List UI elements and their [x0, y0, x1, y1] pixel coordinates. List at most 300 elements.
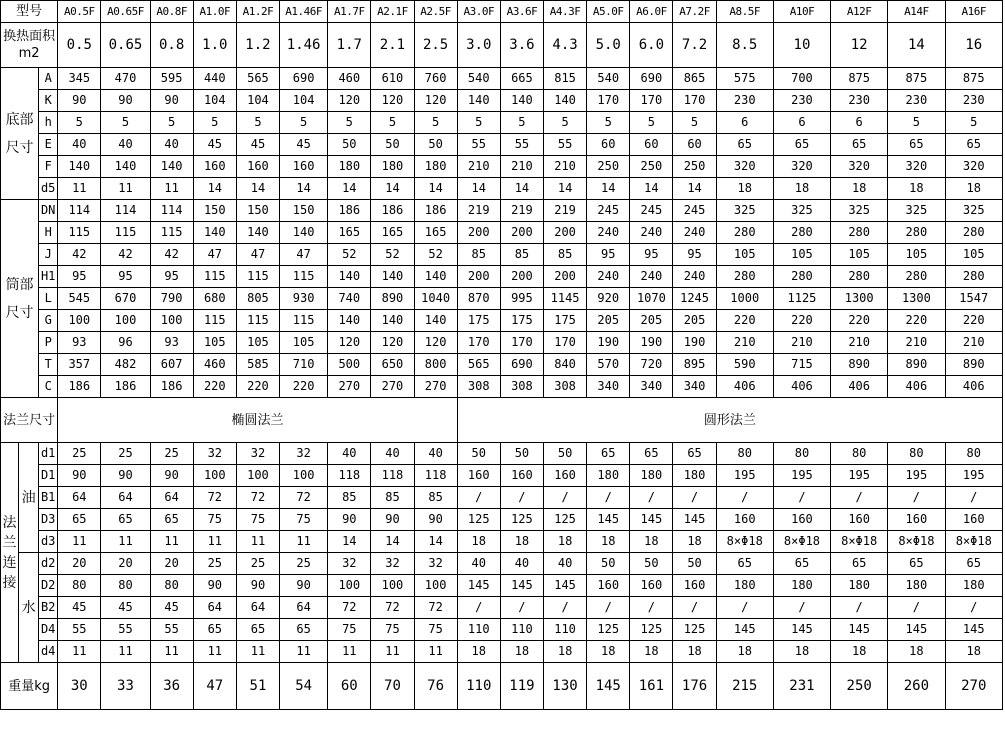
value-cell: 55 [457, 134, 500, 156]
value-cell: 75 [414, 619, 457, 641]
area-value: 16 [945, 23, 1003, 68]
value-cell: 170 [630, 90, 673, 112]
value-cell: 320 [945, 156, 1003, 178]
model-name: A4.3F [544, 1, 587, 23]
bottom-row [1, 178, 1003, 200]
value-cell: 40 [414, 443, 457, 465]
value-cell: 1245 [673, 288, 716, 310]
model-name: A5.0F [587, 1, 630, 23]
value-cell: 42 [58, 244, 101, 266]
value-cell: 45 [58, 597, 101, 619]
value-cell: 14 [371, 531, 414, 553]
value-cell: 50 [457, 443, 500, 465]
shell-row [1, 244, 1003, 266]
value-cell: 210 [716, 332, 773, 354]
value-cell: 65 [150, 509, 193, 531]
value-cell: 186 [150, 376, 193, 398]
value-cell: 65 [773, 553, 830, 575]
value-cell: 200 [457, 266, 500, 288]
value-cell: / [831, 487, 888, 509]
value-cell: 140 [371, 310, 414, 332]
value-cell: 120 [371, 332, 414, 354]
value-cell: 186 [101, 376, 150, 398]
area-value: 2.5 [414, 23, 457, 68]
value-cell: 64 [236, 597, 279, 619]
value-cell: 570 [587, 354, 630, 376]
value-cell: 357 [58, 354, 101, 376]
row-key: B1 [39, 487, 58, 509]
value-cell: 280 [716, 222, 773, 244]
value-cell: 105 [831, 244, 888, 266]
value-cell: 90 [58, 465, 101, 487]
value-cell: 200 [544, 266, 587, 288]
value-cell: 175 [457, 310, 500, 332]
value-cell: 18 [773, 178, 830, 200]
value-cell: 45 [280, 134, 328, 156]
value-cell: 5 [630, 112, 673, 134]
value-cell: 320 [773, 156, 830, 178]
value-cell: 220 [773, 310, 830, 332]
weight-value: 250 [831, 663, 888, 710]
value-cell: 14 [500, 178, 543, 200]
value-cell: 1125 [773, 288, 830, 310]
weight-value: 270 [945, 663, 1003, 710]
value-cell: 165 [371, 222, 414, 244]
row-key: L [39, 288, 58, 310]
value-cell: 219 [544, 200, 587, 222]
value-cell: 6 [773, 112, 830, 134]
value-cell: / [457, 597, 500, 619]
model-name: A3.6F [500, 1, 543, 23]
value-cell: 90 [236, 575, 279, 597]
value-cell: 125 [500, 509, 543, 531]
value-cell: 680 [193, 288, 236, 310]
value-cell: 650 [371, 354, 414, 376]
value-cell: 118 [328, 465, 371, 487]
value-cell: 145 [945, 619, 1003, 641]
value-cell: 565 [457, 354, 500, 376]
section-flange-connection: 法兰连接 [1, 443, 19, 663]
value-cell: 120 [371, 90, 414, 112]
value-cell: 110 [457, 619, 500, 641]
value-cell: / [457, 487, 500, 509]
value-cell: 65 [831, 553, 888, 575]
value-cell: 270 [371, 376, 414, 398]
value-cell: 60 [630, 134, 673, 156]
value-cell: 165 [414, 222, 457, 244]
value-cell: 8×Φ18 [888, 531, 945, 553]
value-cell: 64 [280, 597, 328, 619]
bottom-row [1, 68, 1003, 90]
value-cell: 340 [673, 376, 716, 398]
value-cell: 80 [773, 443, 830, 465]
value-cell: 100 [58, 310, 101, 332]
value-cell: 11 [328, 641, 371, 663]
value-cell: 5 [193, 112, 236, 134]
area-value: 12 [831, 23, 888, 68]
weight-value: 215 [716, 663, 773, 710]
value-cell: 18 [673, 641, 716, 663]
value-cell: 205 [673, 310, 716, 332]
value-cell: 115 [280, 266, 328, 288]
value-cell: 180 [773, 575, 830, 597]
value-cell: 20 [101, 553, 150, 575]
value-cell: 482 [101, 354, 150, 376]
value-cell: 1300 [888, 288, 945, 310]
weight-value: 76 [414, 663, 457, 710]
value-cell: 125 [544, 509, 587, 531]
value-cell: 720 [630, 354, 673, 376]
weight-value: 260 [888, 663, 945, 710]
value-cell: 186 [328, 200, 371, 222]
value-cell: 665 [500, 68, 543, 90]
value-cell: 870 [457, 288, 500, 310]
value-cell: 160 [236, 156, 279, 178]
value-cell: 18 [457, 531, 500, 553]
value-cell: 805 [236, 288, 279, 310]
value-cell: 995 [500, 288, 543, 310]
value-cell: 11 [101, 531, 150, 553]
value-cell: 11 [101, 178, 150, 200]
value-cell: 210 [457, 156, 500, 178]
model-name: A8.5F [716, 1, 773, 23]
value-cell: 90 [414, 509, 457, 531]
shell-row [1, 222, 1003, 244]
value-cell: 32 [371, 553, 414, 575]
value-cell: 75 [328, 619, 371, 641]
value-cell: 96 [101, 332, 150, 354]
value-cell: 65 [945, 134, 1003, 156]
value-cell: 65 [236, 619, 279, 641]
value-cell: 5 [888, 112, 945, 134]
value-cell: 145 [544, 575, 587, 597]
value-cell: 125 [457, 509, 500, 531]
value-cell: 195 [888, 465, 945, 487]
model-name: A3.0F [457, 1, 500, 23]
value-cell: 110 [500, 619, 543, 641]
value-cell: 205 [630, 310, 673, 332]
value-cell: 95 [58, 266, 101, 288]
row-key: d5 [39, 178, 58, 200]
value-cell: 64 [58, 487, 101, 509]
value-cell: 180 [716, 575, 773, 597]
value-cell: 5 [371, 112, 414, 134]
value-cell: 160 [888, 509, 945, 531]
value-cell: 1040 [414, 288, 457, 310]
value-cell: 14 [673, 178, 716, 200]
value-cell: / [888, 487, 945, 509]
area-value: 0.8 [150, 23, 193, 68]
weight-value: 231 [773, 663, 830, 710]
weight-value: 110 [457, 663, 500, 710]
model-label: 型号 [1, 1, 58, 23]
value-cell: 200 [457, 222, 500, 244]
value-cell: 440 [193, 68, 236, 90]
value-cell: 210 [773, 332, 830, 354]
value-cell: 50 [500, 443, 543, 465]
value-cell: 308 [457, 376, 500, 398]
value-cell: 590 [716, 354, 773, 376]
value-cell: 40 [500, 553, 543, 575]
value-cell: 72 [371, 597, 414, 619]
shell-row [1, 200, 1003, 222]
value-cell: 90 [371, 509, 414, 531]
area-value: 4.3 [544, 23, 587, 68]
value-cell: 40 [544, 553, 587, 575]
value-cell: 90 [150, 90, 193, 112]
value-cell: 180 [831, 575, 888, 597]
value-cell: 65 [673, 443, 716, 465]
value-cell: 230 [831, 90, 888, 112]
value-cell: 585 [236, 354, 279, 376]
weight-value: 145 [587, 663, 630, 710]
value-cell: 230 [888, 90, 945, 112]
value-cell: 115 [193, 266, 236, 288]
value-cell: 20 [150, 553, 193, 575]
value-cell: 160 [945, 509, 1003, 531]
value-cell: 104 [193, 90, 236, 112]
value-cell: 65 [193, 619, 236, 641]
value-cell: 145 [587, 509, 630, 531]
value-cell: 5 [101, 112, 150, 134]
value-cell: 85 [328, 487, 371, 509]
value-cell: 140 [193, 222, 236, 244]
value-cell: / [831, 597, 888, 619]
value-cell: 219 [457, 200, 500, 222]
value-cell: 160 [457, 465, 500, 487]
value-cell: 8×Φ18 [945, 531, 1003, 553]
value-cell: 42 [150, 244, 193, 266]
value-cell: 740 [328, 288, 371, 310]
value-cell: 180 [414, 156, 457, 178]
value-cell: 65 [888, 134, 945, 156]
value-cell: 11 [150, 641, 193, 663]
value-cell: / [945, 487, 1003, 509]
value-cell: 75 [193, 509, 236, 531]
value-cell: 55 [544, 134, 587, 156]
value-cell: 5 [414, 112, 457, 134]
value-cell: 5 [500, 112, 543, 134]
value-cell: 11 [280, 641, 328, 663]
value-cell: 160 [831, 509, 888, 531]
oil-row [1, 509, 1003, 531]
water-row [1, 553, 1003, 575]
value-cell: / [716, 487, 773, 509]
value-cell: 715 [773, 354, 830, 376]
value-cell: 565 [236, 68, 279, 90]
value-cell: 180 [371, 156, 414, 178]
value-cell: 325 [773, 200, 830, 222]
model-name: A14F [888, 1, 945, 23]
value-cell: 890 [945, 354, 1003, 376]
value-cell: 18 [500, 641, 543, 663]
value-cell: 11 [101, 641, 150, 663]
value-cell: 406 [831, 376, 888, 398]
area-value: 3.6 [500, 23, 543, 68]
oil-row [1, 531, 1003, 553]
shell-row [1, 288, 1003, 310]
value-cell: 170 [500, 332, 543, 354]
value-cell: 140 [236, 222, 279, 244]
value-cell: 200 [500, 222, 543, 244]
value-cell: 219 [500, 200, 543, 222]
value-cell: 140 [457, 90, 500, 112]
value-cell: 800 [414, 354, 457, 376]
value-cell: 840 [544, 354, 587, 376]
value-cell: 80 [716, 443, 773, 465]
value-cell: 230 [773, 90, 830, 112]
value-cell: 25 [280, 553, 328, 575]
value-cell: 125 [630, 619, 673, 641]
value-cell: 595 [150, 68, 193, 90]
value-cell: 280 [888, 222, 945, 244]
value-cell: 47 [236, 244, 279, 266]
value-cell: 45 [150, 597, 193, 619]
value-cell: / [716, 597, 773, 619]
value-cell: 32 [328, 553, 371, 575]
row-key: T [39, 354, 58, 376]
value-cell: 320 [831, 156, 888, 178]
value-cell: 14 [630, 178, 673, 200]
weight-value: 33 [101, 663, 150, 710]
value-cell: 5 [673, 112, 716, 134]
value-cell: / [587, 597, 630, 619]
value-cell: 920 [587, 288, 630, 310]
value-cell: 230 [945, 90, 1003, 112]
value-cell: 120 [414, 90, 457, 112]
value-cell: 140 [414, 266, 457, 288]
value-cell: 18 [587, 531, 630, 553]
section-bottom: 底部尺寸 [1, 68, 39, 200]
value-cell: 93 [150, 332, 193, 354]
value-cell: 115 [101, 222, 150, 244]
value-cell: 5 [945, 112, 1003, 134]
model-name: A1.46F [280, 1, 328, 23]
value-cell: / [888, 597, 945, 619]
value-cell: 104 [236, 90, 279, 112]
value-cell: 95 [101, 266, 150, 288]
value-cell: 11 [280, 531, 328, 553]
value-cell: 140 [414, 310, 457, 332]
weight-value: 130 [544, 663, 587, 710]
value-cell: 186 [414, 200, 457, 222]
value-cell: 145 [888, 619, 945, 641]
weight-value: 47 [193, 663, 236, 710]
value-cell: 210 [945, 332, 1003, 354]
value-cell: 47 [193, 244, 236, 266]
value-cell: / [673, 597, 716, 619]
value-cell: 895 [673, 354, 716, 376]
value-cell: 11 [371, 641, 414, 663]
value-cell: 250 [673, 156, 716, 178]
value-cell: 45 [193, 134, 236, 156]
row-key: B2 [39, 597, 58, 619]
value-cell: 85 [500, 244, 543, 266]
value-cell: 160 [544, 465, 587, 487]
value-cell: 175 [544, 310, 587, 332]
value-cell: 25 [101, 443, 150, 465]
weight-value: 60 [328, 663, 371, 710]
value-cell: 1070 [630, 288, 673, 310]
value-cell: 105 [716, 244, 773, 266]
value-cell: 865 [673, 68, 716, 90]
value-cell: 90 [150, 465, 193, 487]
water-row [1, 619, 1003, 641]
area-value: 3.0 [457, 23, 500, 68]
value-cell: 1000 [716, 288, 773, 310]
row-key: d2 [39, 553, 58, 575]
row-key: D4 [39, 619, 58, 641]
model-name: A0.8F [150, 1, 193, 23]
value-cell: 6 [716, 112, 773, 134]
model-name: A7.2F [673, 1, 716, 23]
model-row [1, 1, 1003, 23]
value-cell: 5 [58, 112, 101, 134]
value-cell: 210 [544, 156, 587, 178]
value-cell: 160 [630, 575, 673, 597]
value-cell: 40 [328, 443, 371, 465]
value-cell: 325 [945, 200, 1003, 222]
value-cell: 700 [773, 68, 830, 90]
area-value: 0.5 [58, 23, 101, 68]
model-name: A12F [831, 1, 888, 23]
value-cell: 50 [544, 443, 587, 465]
value-cell: 210 [500, 156, 543, 178]
value-cell: 180 [328, 156, 371, 178]
row-key: A [39, 68, 58, 90]
value-cell: 25 [58, 443, 101, 465]
value-cell: 90 [58, 90, 101, 112]
value-cell: 280 [716, 266, 773, 288]
value-cell: 18 [587, 641, 630, 663]
model-name: A1.2F [236, 1, 279, 23]
value-cell: 64 [101, 487, 150, 509]
value-cell: 890 [888, 354, 945, 376]
value-cell: 160 [773, 509, 830, 531]
value-cell: 125 [587, 619, 630, 641]
value-cell: 140 [150, 156, 193, 178]
value-cell: 5 [587, 112, 630, 134]
oil-label: 油 [19, 443, 39, 553]
value-cell: 280 [773, 222, 830, 244]
value-cell: 14 [457, 178, 500, 200]
value-cell: 250 [587, 156, 630, 178]
value-cell: 95 [587, 244, 630, 266]
value-cell: 140 [280, 222, 328, 244]
value-cell: 14 [414, 178, 457, 200]
value-cell: 11 [193, 641, 236, 663]
value-cell: 65 [716, 134, 773, 156]
value-cell: 90 [101, 465, 150, 487]
value-cell: 460 [328, 68, 371, 90]
oil-row [1, 443, 1003, 465]
value-cell: 230 [716, 90, 773, 112]
value-cell: 890 [831, 354, 888, 376]
value-cell: 160 [500, 465, 543, 487]
row-key: F [39, 156, 58, 178]
value-cell: 245 [630, 200, 673, 222]
model-name: A1.7F [328, 1, 371, 23]
value-cell: 345 [58, 68, 101, 90]
value-cell: 6 [831, 112, 888, 134]
value-cell: 95 [630, 244, 673, 266]
value-cell: 52 [371, 244, 414, 266]
value-cell: 72 [328, 597, 371, 619]
weight-label: 重量kg [1, 663, 58, 710]
value-cell: 790 [150, 288, 193, 310]
value-cell: 85 [414, 487, 457, 509]
value-cell: 40 [457, 553, 500, 575]
